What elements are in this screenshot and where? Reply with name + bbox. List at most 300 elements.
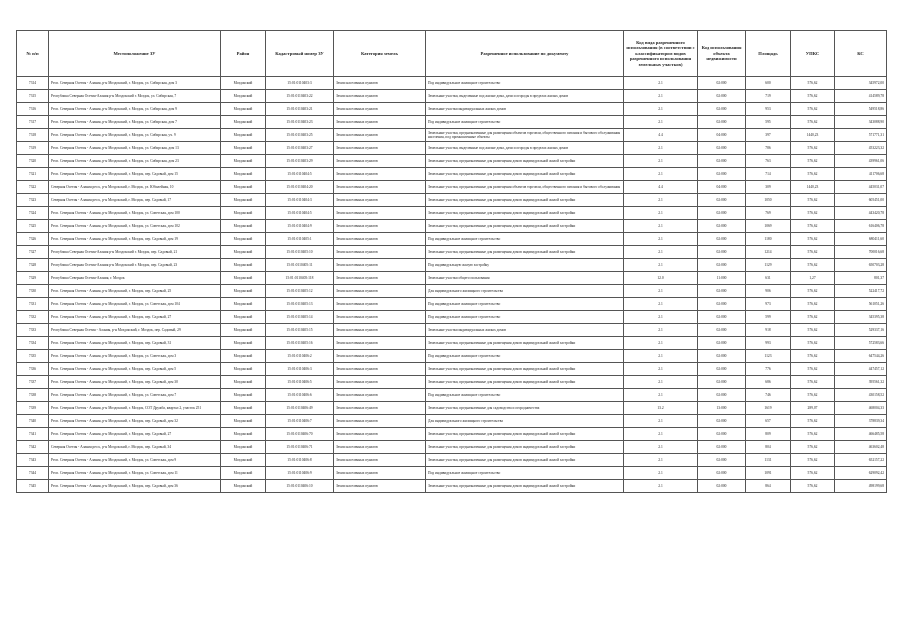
cell-col-object-use-code: 02:000: [698, 311, 746, 324]
cell-col-number: 7330: [17, 285, 49, 298]
cell-col-object-use-code: 11:000: [698, 272, 746, 285]
cell-col-land-category: Земли населенных пунктов: [334, 155, 426, 168]
cell-col-permitted-use: Земельные участки общего пользования: [426, 272, 624, 285]
cell-col-area: 686: [746, 376, 791, 389]
cell-col-location: Северная Осетия - Алания респ., р-н Моздокский, г. Моздок, ул. Юбилейная, 10: [49, 181, 221, 194]
cell-col-area: 809: [746, 428, 791, 441]
cell-col-use-type-code: 4.4: [624, 129, 698, 142]
cell-col-cadastral-number: 15:01:0110405:16: [266, 337, 334, 350]
cell-col-upks: 289,07: [791, 402, 835, 415]
cell-col-district: Моздокский: [221, 350, 266, 363]
cell-col-location: Респ. Северная Осетия - Алания, р-н Моздокский, г. Моздок, пер. Садовый, 25: [49, 285, 221, 298]
cell-col-land-category: Земли населенных пунктов: [334, 116, 426, 129]
cell-col-ks: 571771,31: [835, 129, 887, 142]
cell-col-number: 7325: [17, 220, 49, 233]
cell-col-location: Респ. Северная Осетия - Алания, р-н Моздокский, г. Моздок, пер. Садовый, дом 5: [49, 363, 221, 376]
table-header-row: [17, 31, 887, 77]
cell-col-ks: 466485,58: [835, 428, 887, 441]
cell-col-land-category: Земли населенных пунктов: [334, 298, 426, 311]
cell-col-land-category: Земли населенных пунктов: [334, 337, 426, 350]
cell-col-cadastral-number: 15:01:0110404:5: [266, 207, 334, 220]
cell-col-use-type-code: 2.1: [624, 259, 698, 272]
table-row: [17, 246, 887, 259]
cell-col-cadastral-number: 15:01:0110405:12: [266, 285, 334, 298]
cell-col-cadastral-number: 15:01:0110405:14: [266, 311, 334, 324]
cell-col-ks: 468004,33: [835, 402, 887, 415]
table-row: [17, 415, 887, 428]
cell-col-location: Респ. Северная Осетия - Алания, р-н Моздокский, г. Моздок, ул. Советская, дом 100: [49, 207, 221, 220]
table-body: [17, 77, 887, 493]
cell-col-number: 7329: [17, 272, 49, 285]
cell-col-area: 657: [746, 415, 791, 428]
cell-col-permitted-use: Земельные участки, предназначенные для размещения домов индивидуальной жилой застройки: [426, 207, 624, 220]
cell-col-upks: 576,62: [791, 350, 835, 363]
cell-col-permitted-use: Земельные участки, предназначенные для размещения объектов торговли, общественного питания и бытового обслуживания: [426, 181, 624, 194]
cell-col-cadastral-number: 15:01:0110405:15: [266, 324, 334, 337]
cell-col-use-type-code: 2.1: [624, 454, 698, 467]
cell-col-use-type-code: 2.1: [624, 467, 698, 480]
cell-col-location: Респ. Северная Осетия - Алания, р-н Моздокский, г. Моздок, пер. Садовый, дом 19: [49, 233, 221, 246]
cell-col-district: Моздокский: [221, 129, 266, 142]
cell-col-cadastral-number: 15:01:0110406:3: [266, 363, 334, 376]
cell-col-permitted-use: Земельные участки, предназначенные для размещения домов индивидуальной жилой застройки: [426, 376, 624, 389]
cell-col-district: Моздокский: [221, 285, 266, 298]
cell-col-cadastral-number: 15:01:0110406:5: [266, 376, 334, 389]
cell-col-land-category: Земли населенных пунктов: [334, 194, 426, 207]
cell-col-cadastral-number: 15:01:0110406:70: [266, 428, 334, 441]
cell-col-area: 1131: [746, 454, 791, 467]
cell-col-location: Респ. Северная Осетия - Алания, р-н Моздокский, г. Моздок, ул. Советская, дом 7: [49, 389, 221, 402]
cell-col-ks: 343088,90: [835, 116, 887, 129]
table-row: [17, 441, 887, 454]
cell-col-upks: 576,62: [791, 285, 835, 298]
cell-col-upks: 576,62: [791, 337, 835, 350]
cell-col-district: Моздокский: [221, 376, 266, 389]
cell-col-permitted-use: Земельные участки, предназначенные для размещения домов индивидуальной жилой застройки: [426, 363, 624, 376]
header-col-ks: КС: [835, 31, 887, 77]
cell-col-object-use-code: 02:000: [698, 233, 746, 246]
cell-col-number: 7342: [17, 441, 49, 454]
cell-col-location: Республика Северная Осетия-Алания р-н Моздокский г. Моздок, пер. Садовый, 21: [49, 246, 221, 259]
cell-col-number: 7338: [17, 389, 49, 402]
cell-col-land-category: Земли населенных пунктов: [334, 103, 426, 116]
cell-col-permitted-use: Земельные участки индивидуальных жилых домов: [426, 103, 624, 116]
cell-col-object-use-code: 02:000: [698, 480, 746, 493]
cell-col-number: 7318: [17, 129, 49, 142]
cell-col-upks: 576,62: [791, 389, 835, 402]
cell-col-district: Моздокский: [221, 181, 266, 194]
cell-col-area: 918: [746, 324, 791, 337]
table-row: [17, 389, 887, 402]
cell-col-cadastral-number: 15:01:0110403:29: [266, 155, 334, 168]
cell-col-area: 719: [746, 90, 791, 103]
cell-col-cadastral-number: 15:01:0110405:1: [266, 233, 334, 246]
cell-col-number: 7341: [17, 428, 49, 441]
cell-col-land-category: Земли населенных пунктов: [334, 207, 426, 220]
cell-col-land-category: Земли населенных пунктов: [334, 311, 426, 324]
table-row: [17, 324, 887, 337]
table-row: [17, 233, 887, 246]
cell-col-land-category: Земли населенных пунктов: [334, 142, 426, 155]
cell-col-area: 786: [746, 142, 791, 155]
cell-col-permitted-use: Для индивидуального жилищного строительства: [426, 415, 624, 428]
cell-col-upks: 576,62: [791, 220, 835, 233]
cell-col-upks: 1440,23: [791, 181, 835, 194]
cell-col-permitted-use: Под индивидуальное жилищное строительство: [426, 389, 624, 402]
cell-col-location: Северная Осетия - Алания респ., р-н Моздокский, г. Моздок, пер. Садовый, 17: [49, 194, 221, 207]
cell-col-upks: 576,62: [791, 103, 835, 116]
cell-col-district: Моздокский: [221, 311, 266, 324]
cell-col-district: Моздокский: [221, 103, 266, 116]
table-row: [17, 116, 887, 129]
cell-col-district: Моздокский: [221, 467, 266, 480]
cell-col-district: Моздокский: [221, 454, 266, 467]
cell-col-area: 397: [746, 129, 791, 142]
cell-col-use-type-code: 2.1: [624, 415, 698, 428]
cell-col-area: 600: [746, 77, 791, 90]
cell-col-district: Моздокский: [221, 207, 266, 220]
cell-col-location: Респ. Северная Осетия - Алания, р-н Моздокский, г. Моздок, СОТ Дружба, квартал 2, участок 251: [49, 402, 221, 415]
cell-col-cadastral-number: 15:01:0110406:10: [266, 480, 334, 493]
cell-col-object-use-code: 02:000: [698, 467, 746, 480]
cell-col-permitted-use: Под индивидуальное жилищное строительство: [426, 77, 624, 90]
cell-col-use-type-code: 2.1: [624, 220, 698, 233]
cell-col-upks: 576,62: [791, 155, 835, 168]
table-row: [17, 259, 887, 272]
cell-col-area: 714: [746, 168, 791, 181]
cell-col-upks: 576,62: [791, 415, 835, 428]
cell-col-use-type-code: 2.1: [624, 155, 698, 168]
cell-col-object-use-code: 02:000: [698, 376, 746, 389]
cell-col-cadastral-number: 15:01:0110403:25: [266, 129, 334, 142]
cell-col-area: 1180: [746, 233, 791, 246]
cell-col-land-category: Земли населенных пунктов: [334, 480, 426, 493]
cell-col-ks: 561051,26: [835, 298, 887, 311]
cell-col-location: Респ. Северная Осетия - Алания, р-н Моздокский, г. Моздок, ул. Советская, дом 3: [49, 350, 221, 363]
cell-col-ks: 652157,22: [835, 454, 887, 467]
cell-col-cadastral-number: 15:01:0110406:9: [266, 467, 334, 480]
cell-col-land-category: Земли населенных пунктов: [334, 428, 426, 441]
cell-col-district: Моздокский: [221, 155, 266, 168]
cell-col-upks: 576,62: [791, 168, 835, 181]
cell-col-permitted-use: Земельные участки индивидуальных жилых домов: [426, 324, 624, 337]
cell-col-ks: 605451,00: [835, 194, 887, 207]
table-row: [17, 480, 887, 493]
table-row: [17, 363, 887, 376]
cell-col-area: 1069: [746, 220, 791, 233]
cell-col-location: Респ. Северная Осетия - Алания, р-н Моздокский, г. Моздок, ул. Сибирская, дом 13: [49, 142, 221, 155]
cell-col-cadastral-number: 15:01:0110404:9: [266, 220, 334, 233]
cell-col-cadastral-number: 15:01:0110405:11: [266, 259, 334, 272]
cell-col-location: Респ. Северная Осетия - Алания, р-н Моздокский, г. Моздок, пер. Садовый, дом 15: [49, 168, 221, 181]
cell-col-permitted-use: Земельные участки, предназначенные для размещения домов индивидуальной жилой застройки: [426, 441, 624, 454]
cell-col-ks: 801,37: [835, 272, 887, 285]
cell-col-ks: 700016,68: [835, 246, 887, 259]
cell-col-object-use-code: 02:000: [698, 285, 746, 298]
cell-col-land-category: Земли населенных пунктов: [334, 350, 426, 363]
cell-col-use-type-code: 2.1: [624, 389, 698, 402]
cell-col-use-type-code: 2.1: [624, 142, 698, 155]
cell-col-upks: 576,62: [791, 207, 835, 220]
cell-col-district: Моздокский: [221, 77, 266, 90]
cell-col-use-type-code: 2.1: [624, 324, 698, 337]
cell-col-object-use-code: 04:000: [698, 129, 746, 142]
cell-col-cadastral-number: 15:01:0110403:23: [266, 116, 334, 129]
cell-col-permitted-use: Под индивидуальную жилую застройку: [426, 259, 624, 272]
cell-col-ks: 647544,26: [835, 350, 887, 363]
cell-col-ks: 629092,42: [835, 467, 887, 480]
table-row: [17, 220, 887, 233]
cell-col-ks: 439961,06: [835, 155, 887, 168]
cell-col-use-type-code: 2.1: [624, 298, 698, 311]
cell-col-land-category: Земли населенных пунктов: [334, 285, 426, 298]
cell-col-permitted-use: Под индивидуальное жилищное строительство: [426, 116, 624, 129]
cell-col-ks: 453223,32: [835, 142, 887, 155]
cell-col-use-type-code: 2.1: [624, 90, 698, 103]
cell-col-area: 804: [746, 441, 791, 454]
cell-col-object-use-code: 02:000: [698, 246, 746, 259]
table-row: [17, 428, 887, 441]
cell-col-district: Моздокский: [221, 363, 266, 376]
header-col-area: Площадь: [746, 31, 791, 77]
cell-col-location: Респ. Северная Осетия - Алания, р-н Моздокский, г. Моздок, ул. Сибирская, дом 7: [49, 116, 221, 129]
cell-col-use-type-code: 2.1: [624, 285, 698, 298]
cell-col-cadastral-number: 15:01:0110403:22: [266, 90, 334, 103]
cell-col-land-category: Земли населенных пунктов: [334, 77, 426, 90]
table-row: [17, 181, 887, 194]
cell-col-number: 7319: [17, 142, 49, 155]
cell-col-area: 763: [746, 155, 791, 168]
header-col-object-use-code: Код использования объекта недвижимости: [698, 31, 746, 77]
cell-col-object-use-code: 02:000: [698, 350, 746, 363]
cell-col-district: Моздокский: [221, 142, 266, 155]
table-row: [17, 402, 887, 415]
cell-col-location: Респ. Северная Осетия - Алания, р-н Моздокский, г. Моздок, ул. Советская, дом 102: [49, 220, 221, 233]
cell-col-land-category: Земли населенных пунктов: [334, 259, 426, 272]
cell-col-object-use-code: 02:000: [698, 207, 746, 220]
cell-col-upks: 576,62: [791, 142, 835, 155]
cell-col-cadastral-number: 15:01:0110403:3: [266, 77, 334, 90]
cell-col-upks: 576,62: [791, 311, 835, 324]
cell-col-ks: 378839,34: [835, 415, 887, 428]
cell-col-upks: 576,62: [791, 259, 835, 272]
table-row: [17, 272, 887, 285]
cell-col-permitted-use: Земельные участки, выделенные под жилые дома, дачи и огороды в пределах жилых домов: [426, 142, 624, 155]
cell-col-ks: 549518,86: [835, 103, 887, 116]
cell-col-object-use-code: 02:000: [698, 298, 746, 311]
cell-col-land-category: Земли населенных пунктов: [334, 129, 426, 142]
cell-col-location: Респ. Северная Осетия - Алания, р-н Моздокский, г. Моздок, ул. Сибирская, дом 3: [49, 77, 221, 90]
cell-col-district: Моздокский: [221, 402, 266, 415]
header-col-use-type-code: Код вида разрешенного использования (в соответствии с классификатором видов разрешенного использования земельных участков): [624, 31, 698, 77]
cell-col-cadastral-number: 15:01:0110406:2: [266, 350, 334, 363]
cell-col-number: 7328: [17, 259, 49, 272]
cell-col-use-type-code: 2.1: [624, 194, 698, 207]
cell-col-location: Северная Осетия - Алания респ., р-н Моздокский, г. Моздок, пер. Садовый, 34: [49, 441, 221, 454]
cell-col-ks: 463602,48: [835, 441, 887, 454]
cell-col-upks: 576,62: [791, 363, 835, 376]
table-row: [17, 376, 887, 389]
cell-col-use-type-code: 12.0: [624, 272, 698, 285]
cell-col-land-category: Земли населенных пунктов: [334, 376, 426, 389]
cell-col-upks: 576,62: [791, 324, 835, 337]
cell-col-number: 7332: [17, 311, 49, 324]
table-row: [17, 298, 887, 311]
cell-col-ks: 395561,32: [835, 376, 887, 389]
header-col-district: Район: [221, 31, 266, 77]
cell-col-number: 7345: [17, 480, 49, 493]
cell-col-ks: 414589,78: [835, 90, 887, 103]
cell-col-number: 7339: [17, 402, 49, 415]
cell-col-object-use-code: 02:000: [698, 103, 746, 116]
cell-col-district: Моздокский: [221, 116, 266, 129]
cell-col-ks: 616406,78: [835, 220, 887, 233]
table-row: [17, 454, 887, 467]
cell-col-district: Моздокский: [221, 441, 266, 454]
cell-col-area: 631: [746, 272, 791, 285]
cell-col-location: Респ. Северная Осетия - Алания, р-н Моздокский, г. Моздок, пер. Садовый, 31: [49, 337, 221, 350]
cell-col-object-use-code: 02:000: [698, 389, 746, 402]
cell-col-district: Моздокский: [221, 90, 266, 103]
cell-col-district: Моздокский: [221, 324, 266, 337]
cell-col-use-type-code: 2.1: [624, 103, 698, 116]
cell-col-cadastral-number: 15:01:0110406:6: [266, 389, 334, 402]
cell-col-number: 7334: [17, 337, 49, 350]
cell-col-upks: 576,62: [791, 77, 835, 90]
cell-col-location: Респ. Северная Осетия - Алания, р-н Моздокский, г. Моздок, пер. Садовый, дом 36: [49, 480, 221, 493]
cell-col-use-type-code: 2.1: [624, 311, 698, 324]
cell-col-area: 599: [746, 311, 791, 324]
table-row: [17, 337, 887, 350]
cell-col-use-type-code: 2.1: [624, 207, 698, 220]
cell-col-area: 1050: [746, 194, 791, 207]
cell-col-object-use-code: 02:000: [698, 142, 746, 155]
cell-col-district: Моздокский: [221, 259, 266, 272]
cell-col-district: Моздокский: [221, 272, 266, 285]
table-row: [17, 311, 887, 324]
cell-col-area: 595: [746, 116, 791, 129]
cell-col-upks: 576,62: [791, 480, 835, 493]
cell-col-location: Респ. Северная Осетия - Алания, р-н Моздокский, г. Моздок, ул. Сибирская, уч. 9: [49, 129, 221, 142]
cell-col-area: 1123: [746, 350, 791, 363]
cell-col-land-category: Земли населенных пунктов: [334, 90, 426, 103]
cell-col-land-category: Земли населенных пунктов: [334, 467, 426, 480]
cell-col-land-category: Земли населенных пунктов: [334, 233, 426, 246]
cell-col-cadastral-number: 15:01:0110404:20: [266, 181, 334, 194]
header-col-cadastral-number: Кадастровый номер ЗУ: [266, 31, 334, 77]
cell-col-object-use-code: 02:000: [698, 155, 746, 168]
cell-col-district: Моздокский: [221, 389, 266, 402]
table-row: [17, 90, 887, 103]
cell-col-ks: 447457,12: [835, 363, 887, 376]
cell-col-number: 7336: [17, 363, 49, 376]
cell-col-object-use-code: 02:000: [698, 77, 746, 90]
cell-col-cadastral-number: 15:01:0110405:13: [266, 298, 334, 311]
header-col-permitted-use: Разрешенное использование по документу: [426, 31, 624, 77]
cell-col-object-use-code: 02:000: [698, 116, 746, 129]
cell-col-land-category: Земли населенных пунктов: [334, 441, 426, 454]
cell-col-ks: 529337,16: [835, 324, 887, 337]
table-row: [17, 77, 887, 90]
header-col-number: № п/п: [17, 31, 49, 77]
cell-col-cadastral-number: 15:01:0110406:7: [266, 415, 334, 428]
cell-col-number: 7327: [17, 246, 49, 259]
cell-col-permitted-use: Земельные участки, предназначенные для размещения домов индивидуальной жилой застройки: [426, 155, 624, 168]
cell-col-object-use-code: 02:000: [698, 363, 746, 376]
cell-col-district: Моздокский: [221, 480, 266, 493]
cell-col-object-use-code: 13:000: [698, 402, 746, 415]
cell-col-district: Моздокский: [221, 337, 266, 350]
cell-col-upks: 576,62: [791, 454, 835, 467]
header-col-upks: УПКС: [791, 31, 835, 77]
cell-col-area: 776: [746, 363, 791, 376]
cell-col-number: 7315: [17, 90, 49, 103]
cell-col-upks: 576,62: [791, 233, 835, 246]
cell-col-use-type-code: 2.1: [624, 428, 698, 441]
cell-col-number: 7320: [17, 155, 49, 168]
cell-col-permitted-use: Под индивидуальное жилищное строительство: [426, 350, 624, 363]
cell-col-location: Респ. Северная Осетия - Алания, р-н Моздокский, г. Моздок, пер. Садовый, 27: [49, 311, 221, 324]
cell-col-cadastral-number: 15:01:0110405:118: [266, 272, 334, 285]
cell-col-object-use-code: 02:000: [698, 337, 746, 350]
cell-col-object-use-code: 02:000: [698, 259, 746, 272]
cell-col-location: Респ. Северная Осетия - Алания, р-н Моздокский, г. Моздок, ул. Советская, дом 11: [49, 467, 221, 480]
header-col-location: Местоположение ЗУ: [49, 31, 221, 77]
cell-col-land-category: Земли населенных пунктов: [334, 402, 426, 415]
cell-col-number: 7316: [17, 103, 49, 116]
cell-col-location: Респ. Северная Осетия - Алания, р-н Моздокский, г. Моздок, пер. Садовый, 27: [49, 428, 221, 441]
cell-col-permitted-use: Земельные участки, предназначенные для садоводства и огородничества: [426, 402, 624, 415]
cell-col-district: Моздокский: [221, 428, 266, 441]
cell-col-ks: 345972,00: [835, 77, 887, 90]
cell-col-area: 1619: [746, 402, 791, 415]
cell-col-land-category: Земли населенных пунктов: [334, 363, 426, 376]
cell-col-land-category: Земли населенных пунктов: [334, 168, 426, 181]
cell-col-permitted-use: Земельные участки, предназначенные для размещения объектов торговли, общественного питания и бытового обслуживания населения, под промышленные объекты: [426, 129, 624, 142]
cell-col-location: Республика Северная Осетия - Алания, р-н Моздокский, г. Моздок, пер. Садовый, 29: [49, 324, 221, 337]
cell-col-location: Респ. Северная Осетия - Алания, р-н Моздокский, г. Моздок, ул. Советская, дом 104: [49, 298, 221, 311]
cell-col-district: Моздокский: [221, 168, 266, 181]
cell-col-use-type-code: 13.2: [624, 402, 698, 415]
cell-col-upks: 576,62: [791, 90, 835, 103]
table-row: [17, 129, 887, 142]
cell-col-ks: 498199,68: [835, 480, 887, 493]
cell-col-ks: 345395,38: [835, 311, 887, 324]
table-row: [17, 207, 887, 220]
cell-col-area: 973: [746, 298, 791, 311]
cell-col-ks: 650703,28: [835, 259, 887, 272]
cell-col-area: 1129: [746, 259, 791, 272]
cell-col-object-use-code: 02:000: [698, 415, 746, 428]
cell-col-permitted-use: Земельные участки, предназначенные для размещения домов индивидуальной жилой застройки: [426, 337, 624, 350]
cell-col-cadastral-number: 15:01:0110403:21: [266, 103, 334, 116]
cell-col-use-type-code: 2.1: [624, 480, 698, 493]
cell-col-use-type-code: 2.1: [624, 246, 698, 259]
cell-col-permitted-use: Земельные участки, предназначенные для размещения домов индивидуальной жилой застройки: [426, 246, 624, 259]
header-col-land-category: Категория земель: [334, 31, 426, 77]
cell-col-number: 7333: [17, 324, 49, 337]
cell-col-district: Моздокский: [221, 194, 266, 207]
cell-col-ks: 443420,78: [835, 207, 887, 220]
cell-col-location: Респ. Северная Осетия - Алания, р-н Моздокский, г. Моздок, пер. Садовый, дом 30: [49, 376, 221, 389]
cell-col-location: Республика Северная Осетия-Алания, г. Моздок: [49, 272, 221, 285]
cell-col-permitted-use: Под индивидуальное жилищное строительство: [426, 311, 624, 324]
cell-col-use-type-code: 2.1: [624, 168, 698, 181]
cell-col-object-use-code: 02:000: [698, 441, 746, 454]
cell-col-cadastral-number: 15:01:0110406:8: [266, 454, 334, 467]
cell-col-land-category: Земли населенных пунктов: [334, 415, 426, 428]
cell-col-ks: 411706,68: [835, 168, 887, 181]
